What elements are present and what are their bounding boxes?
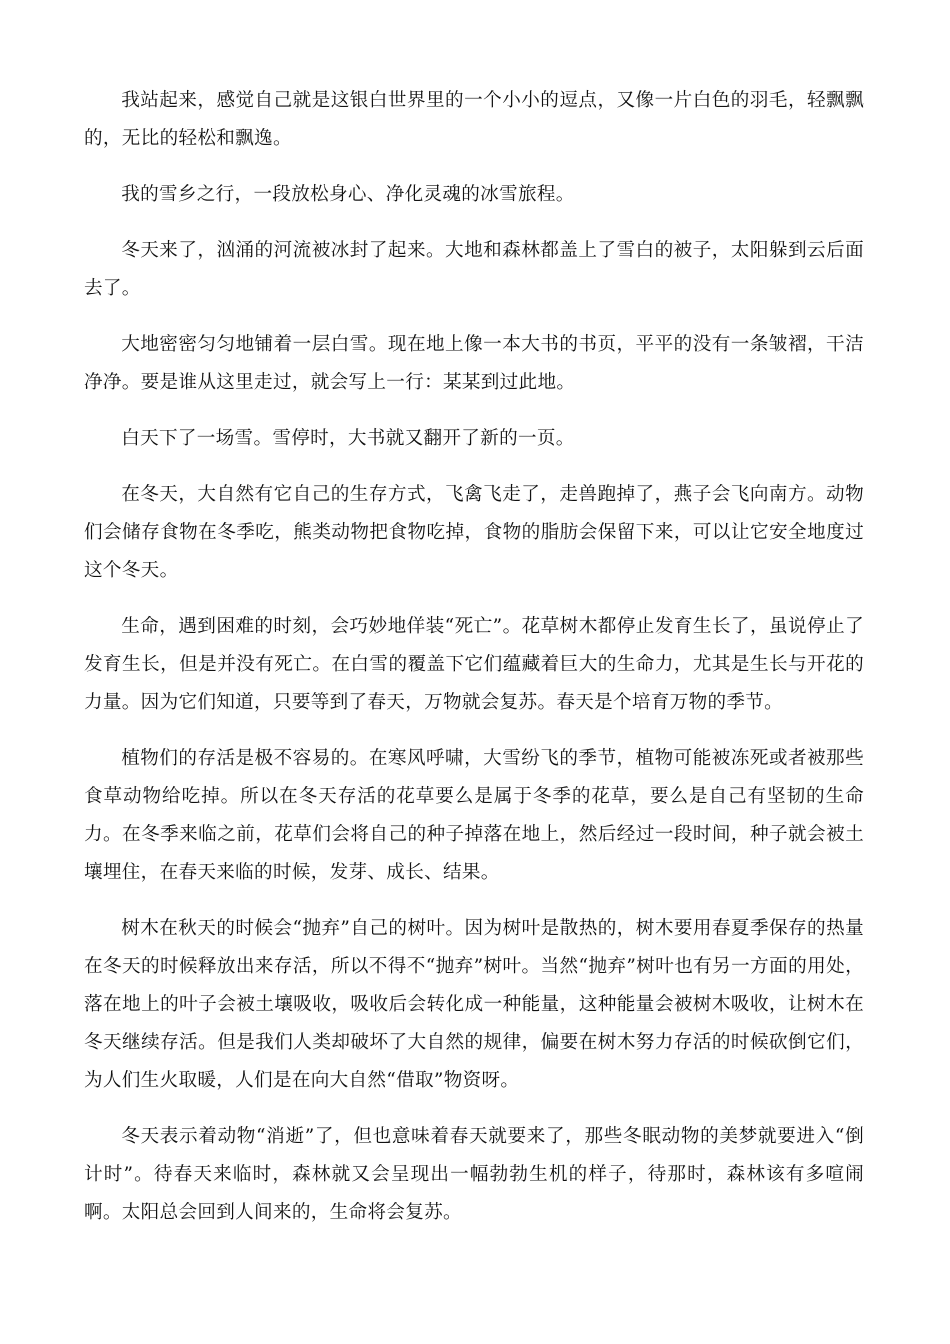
paragraph-10: 冬天表示着动物“消逝”了，但也意味着春天就要来了，那些冬眠动物的美梦就要进入“倒计时”。待春天来临时，森林就又会呈现出一幅勃勃生机的样子，待那时，森林该有多喧闹啊。太阳总会回到人间来的，生命将会复苏。	[84, 1126, 864, 1223]
paragraph-5: 白天下了一场雪。雪停时，大书就又翻开了新的一页。	[121, 428, 575, 449]
paragraph-7: 生命，遇到困难的时刻，会巧妙地佯装“死亡”。花草树木都停止发育生长了，虽说停止了发育生长，但是并没有死亡。在白雪的覆盖下它们蕴藏着巨大的生命力，尤其是生长与开花的力量。因为它们知道，只要等到了春天，万物就会复苏。春天是个培育万物的季节。	[84, 616, 864, 713]
paragraph-2: 我的雪乡之行，一段放松身心、净化灵魂的冰雪旅程。	[121, 184, 575, 205]
paragraph-6: 在冬天，大自然有它自己的生存方式，飞禽飞走了，走兽跑掉了，燕子会飞向南方。动物们会储存食物在冬季吃，熊类动物把食物吃掉，食物的脂肪会保留下来，可以让它安全地度过这个冬天。	[84, 484, 864, 581]
document-page	[84, 82, 864, 1250]
paragraph-4: 大地密密匀匀地铺着一层白雪。现在地上像一本大书的书页，平平的没有一条皱褶，干洁净净。要是谁从这里走过，就会写上一行：某某到过此地。	[84, 334, 864, 393]
paragraph-9: 树木在秋天的时候会“抛弃”自己的树叶。因为树叶是散热的，树木要用春夏季保存的热量在冬天的时候释放出来存活，所以不得不“抛弃”树叶。当然“抛弃”树叶也有另一方面的用处，落在地上的叶子会被土壤吸收，吸收后会转化成一种能量，这种能量会被树木吸收，让树木在冬天继续存活。但是我们人类却破坏了大自然的规律，偏要在树木努力存活的时候砍倒它们，为人们生火取暖，人们是在向大自然“借取”物资呀。	[84, 918, 864, 1091]
paragraph-8: 植物们的存活是极不容易的。在寒风呼啸，大雪纷飞的季节，植物可能被冻死或者被那些食草动物给吃掉。所以在冬天存活的花草要么是属于冬季的花草，要么是自己有坚韧的生命力。在冬季来临之前，花草们会将自己的种子掉落在地上，然后经过一段时间，种子就会被土壤埋住，在春天来临的时候，发芽、成长、结果。	[84, 748, 864, 883]
paragraph-3: 冬天来了，汹涌的河流被冰封了起来。大地和森林都盖上了雪白的被子，太阳躲到云后面去了。	[84, 240, 864, 299]
paragraph-1: 我站起来，感觉自己就是这银白世界里的一个小小的逗点，又像一片白色的羽毛，轻飘飘的，无比的轻松和飘逸。	[84, 90, 864, 149]
